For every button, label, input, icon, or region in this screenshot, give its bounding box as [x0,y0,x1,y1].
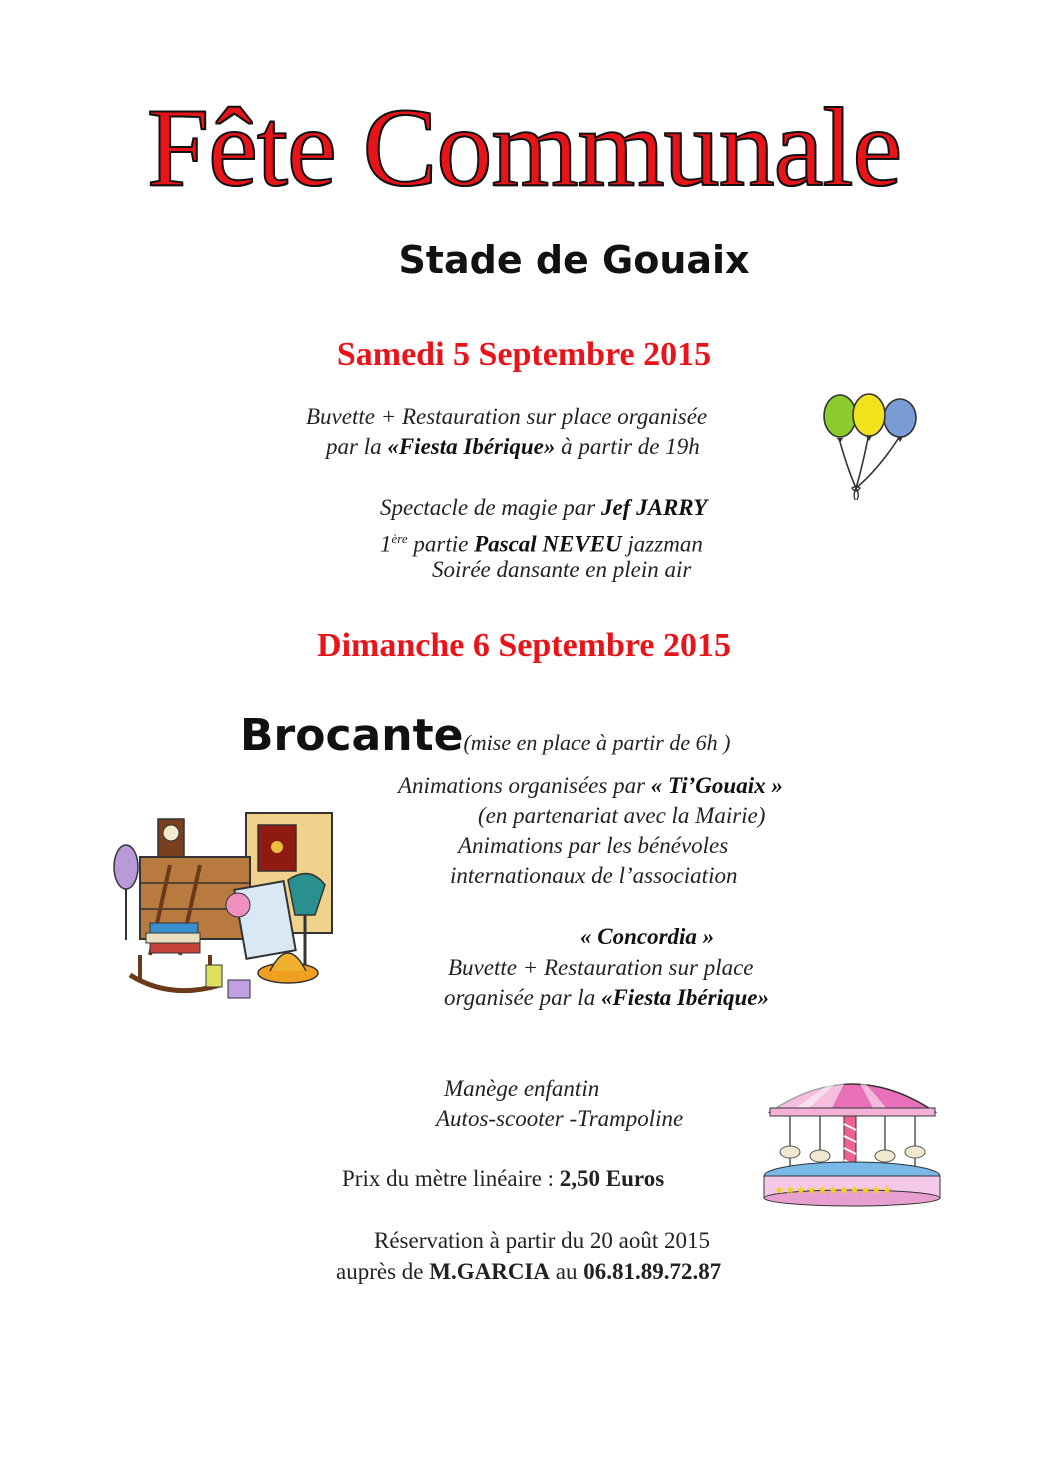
sunday-anim-3: Animations par les bénévoles [458,833,729,858]
carousel-icon [760,1064,945,1209]
sunday-anim-2: (en partenariat avec la Mairie) [478,803,766,828]
saturday-line-5: Soirée dansante en plein air [432,557,692,582]
sunday-anim-7: organisée par la «Fiesta Ibérique» [444,985,769,1010]
sunday-anim-1: Animations organisées par « Ti’Gouaix » [398,773,783,798]
saturday-line-4: 1ère partie Pascal NEVEU jazzman [380,531,703,557]
venue-name: Stade de Gouaix [398,238,750,282]
saturday-line-2: par la «Fiesta Ibérique» à partir de 19h [326,434,700,459]
reservation-line-2: auprès de M.GARCIA au 06.81.89.72.87 [336,1259,722,1284]
svg-text:★★★★★★★★★★★: ★★★★★★★★★★★ [774,1183,893,1197]
rides-line-2: Autos-scooter -Trampoline [436,1106,684,1131]
saturday-line-3: Spectacle de magie par Jef JARRY [380,495,708,520]
sunday-anim-4: internationaux de l’association [450,863,738,888]
sunday-anim-5: « Concordia » [580,924,715,949]
sunday-heading: Dimanche 6 Septembre 2015 [317,627,731,664]
rides-line-1: Manège enfantin [444,1076,600,1101]
brocante-clipart-icon [110,805,355,1010]
price-line: Prix du mètre linéaire : 2,50 Euros [342,1166,665,1191]
reservation-line-1: Réservation à partir du 20 août 2015 [374,1228,710,1253]
brocante-title: Brocante [240,710,464,761]
balloons-icon [818,390,928,505]
brocante-note: (mise en place à partir de 6h ) [463,730,731,755]
sunday-anim-6: Buvette + Restauration sur place [448,955,754,980]
brocante-line [240,710,730,761]
saturday-line-1: Buvette + Restauration sur place organisée [306,404,708,429]
poster-title: Fête Communale [146,86,902,210]
saturday-heading: Samedi 5 Septembre 2015 [336,336,712,373]
